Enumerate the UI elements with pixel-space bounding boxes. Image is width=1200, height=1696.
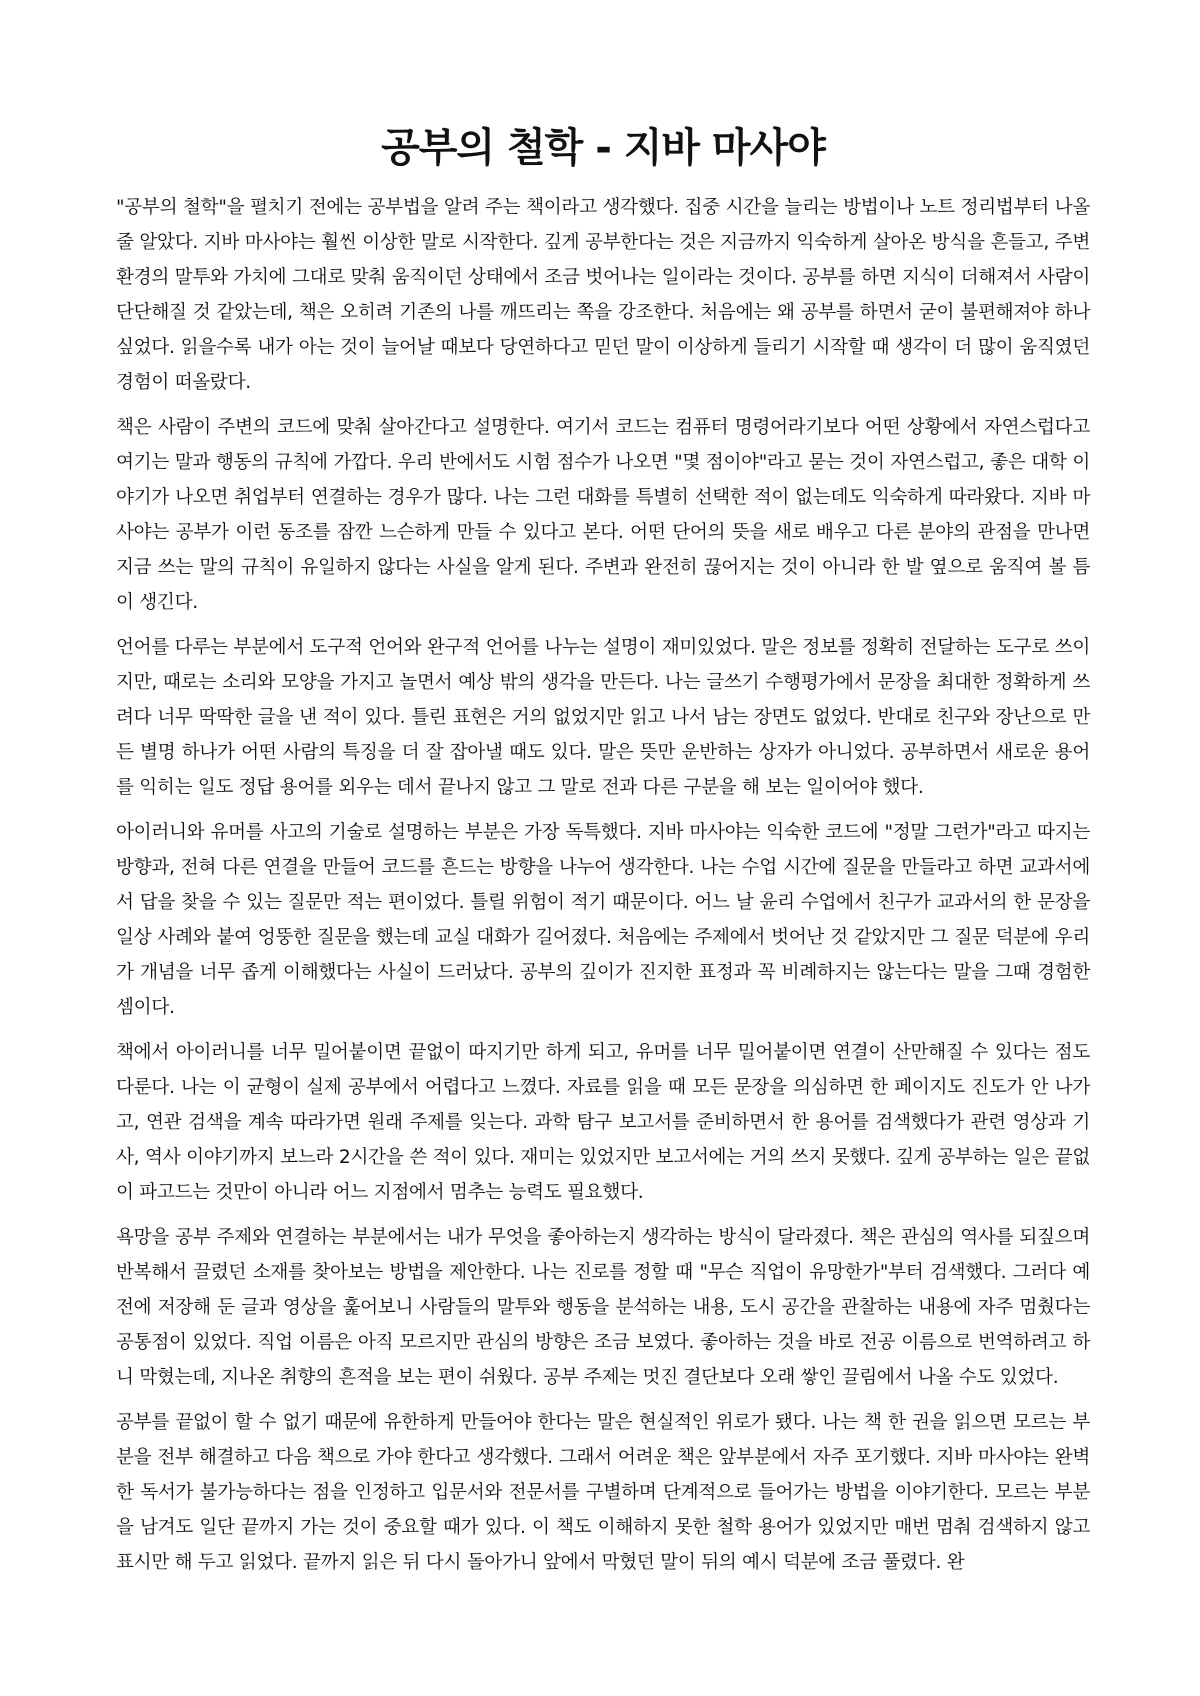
document-body	[116, 190, 1090, 1580]
document-title: 공부의 철학 - 지바 마사야	[381, 125, 825, 171]
paragraph: 아이러니와 유머를 사고의 기술로 설명하는 부분은 가장 독특했다. 지바 마사야는 익숙한 코드에 "정말 그런가"라고 따지는 방향과, 전혀 다른 연결을 만들어 코드를 흔드는 방향을 나누어 생각한다. 나는 수업 시간에 질문을 만들라고 하면 교과서에서 답을 찾을 수 있는 질문만 적는 편이었다. 틀릴 위험이 적기 때문이다. 어느 날 윤리 수업에서 친구가 교과서의 한 문장을 일상 사례와 붙여 엉뚱한 질문을 했는데 교실 대화가 길어졌다. 처음에는 주제에서 벗어난 것 같았지만 그 질문 덕분에 우리가 개념을 너무 좁게 이해했다는 사실이 드러났다. 공부의 깊이가 진지한 표정과 꼭 비례하지는 않는다는 말을 그때 경험한 셈이다.	[116, 822, 1091, 1018]
paragraph: 언어를 다루는 부분에서 도구적 언어와 완구적 언어를 나누는 설명이 재미있었다. 말은 정보를 정확히 전달하는 도구로 쓰이지만, 때로는 소리와 모양을 가지고 놀면서 예상 밖의 생각을 만든다. 나는 글쓰기 수행평가에서 문장을 최대한 정확하게 쓰려다 너무 딱딱한 글을 낸 적이 있다. 틀린 표현은 거의 없었지만 읽고 나서 남는 장면도 없었다. 반대로 친구와 장난으로 만든 별명 하나가 어떤 사람의 특징을 더 잘 잡아낼 때도 있다. 말은 뜻만 운반하는 상자가 아니었다. 공부하면서 새로운 용어를 익히는 일도 정답 용어를 외우는 데서 끝나지 않고 그 말로 전과 다른 구분을 해 보는 일이어야 했다.	[116, 637, 1090, 798]
paragraph: 공부를 끝없이 할 수 없기 때문에 유한하게 만들어야 한다는 말은 현실적인 위로가 됐다. 나는 책 한 권을 읽으면 모르는 부분을 전부 해결하고 다음 책으로 가야 한다고 생각했다. 그래서 어려운 책은 앞부분에서 자주 포기했다. 지바 마사야는 완벽한 독서가 불가능하다는 점을 인정하고 입문서와 전문서를 구별하며 단계적으로 들어가는 방법을 이야기한다. 모르는 부분을 남겨도 일단 끝까지 가는 것이 중요할 때가 있다. 이 책도 이해하지 못한 철학 용어가 있었지만 매번 멈춰 검색하지 않고 표시만 해 두고 읽었다. 끝까지 읽은 뒤 다시 돌아가니 앞에서 막혔던 말이 뒤의 예시 덕분에 조금 풀렸다. 완	[116, 1412, 1090, 1573]
paragraph: 책은 사람이 주변의 코드에 맞춰 살아간다고 설명한다. 여기서 코드는 컴퓨터 명령어라기보다 어떤 상황에서 자연스럽다고 여기는 말과 행동의 규칙에 가깝다. 우리 반에서도 시험 점수가 나오면 "몇 점이야"라고 묻는 것이 자연스럽고, 좋은 대학 이야기가 나오면 취업부터 연결하는 경우가 많다. 나는 그런 대화를 특별히 선택한 적이 없는데도 익숙하게 따라왔다. 지바 마사야는 공부가 이런 동조를 잠깐 느슨하게 만들 수 있다고 본다. 어떤 단어의 뜻을 새로 배우고 다른 분야의 관점을 만나면 지금 쓰는 말의 규칙이 유일하지 않다는 사실을 알게 된다. 주변과 완전히 끊어지는 것이 아니라 한 발 옆으로 움직여 볼 틈이 생긴다.	[116, 417, 1090, 613]
paragraph: 책에서 아이러니를 너무 밀어붙이면 끝없이 따지기만 하게 되고, 유머를 너무 밀어붙이면 연결이 산만해질 수 있다는 점도 다룬다. 나는 이 균형이 실제 공부에서 어렵다고 느꼈다. 자료를 읽을 때 모든 문장을 의심하면 한 페이지도 진도가 안 나가고, 연관 검색을 계속 따라가면 원래 주제를 잊는다. 과학 탐구 보고서를 준비하면서 한 용어를 검색했다가 관련 영상과 기사, 역사 이야기까지 보느라 2시간을 쓴 적이 있다. 재미는 있었지만 보고서에는 거의 쓰지 못했다. 깊게 공부하는 일은 끝없이 파고드는 것만이 아니라 어느 지점에서 멈추는 능력도 필요했다.	[116, 1042, 1090, 1203]
paragraph: 욕망을 공부 주제와 연결하는 부분에서는 내가 무엇을 좋아하는지 생각하는 방식이 달라졌다. 책은 관심의 역사를 되짚으며 반복해서 끌렸던 소재를 찾아보는 방법을 제안한다. 나는 진로를 정할 때 "무슨 직업이 유망한가"부터 검색했다. 그러다 예전에 저장해 둔 글과 영상을 훑어보니 사람들의 말투와 행동을 분석하는 내용, 도시 공간을 관찰하는 내용에 자주 멈췄다는 공통점이 있었다. 직업 이름은 아직 모르지만 관심의 방향은 조금 보였다. 좋아하는 것을 바로 전공 이름으로 번역하려고 하니 막혔는데, 지나온 취향의 흔적을 보는 편이 쉬웠다. 공부 주제는 멋진 결단보다 오래 쌓인 끌림에서 나올 수도 있었다.	[116, 1227, 1090, 1388]
paragraph: "공부의 철학"을 펼치기 전에는 공부법을 알려 주는 책이라고 생각했다. 집중 시간을 늘리는 방법이나 노트 정리법부터 나올 줄 알았다. 지바 마사야는 훨씬 이상한 말로 시작한다. 깊게 공부한다는 것은 지금까지 익숙하게 살아온 방식을 흔들고, 주변 환경의 말투와 가치에 그대로 맞춰 움직이던 상태에서 조금 벗어나는 일이라는 것이다. 공부를 하면 지식이 더해져서 사람이 단단해질 것 같았는데, 책은 오히려 기존의 나를 깨뜨리는 쪽을 강조한다. 처음에는 왜 공부를 하면서 굳이 불편해져야 하나 싶었다. 읽을수록 내가 아는 것이 늘어날 때보다 당연하다고 믿던 말이 이상하게 들리기 시작할 때 생각이 더 많이 움직였던 경험이 떠올랐다.	[116, 197, 1091, 393]
